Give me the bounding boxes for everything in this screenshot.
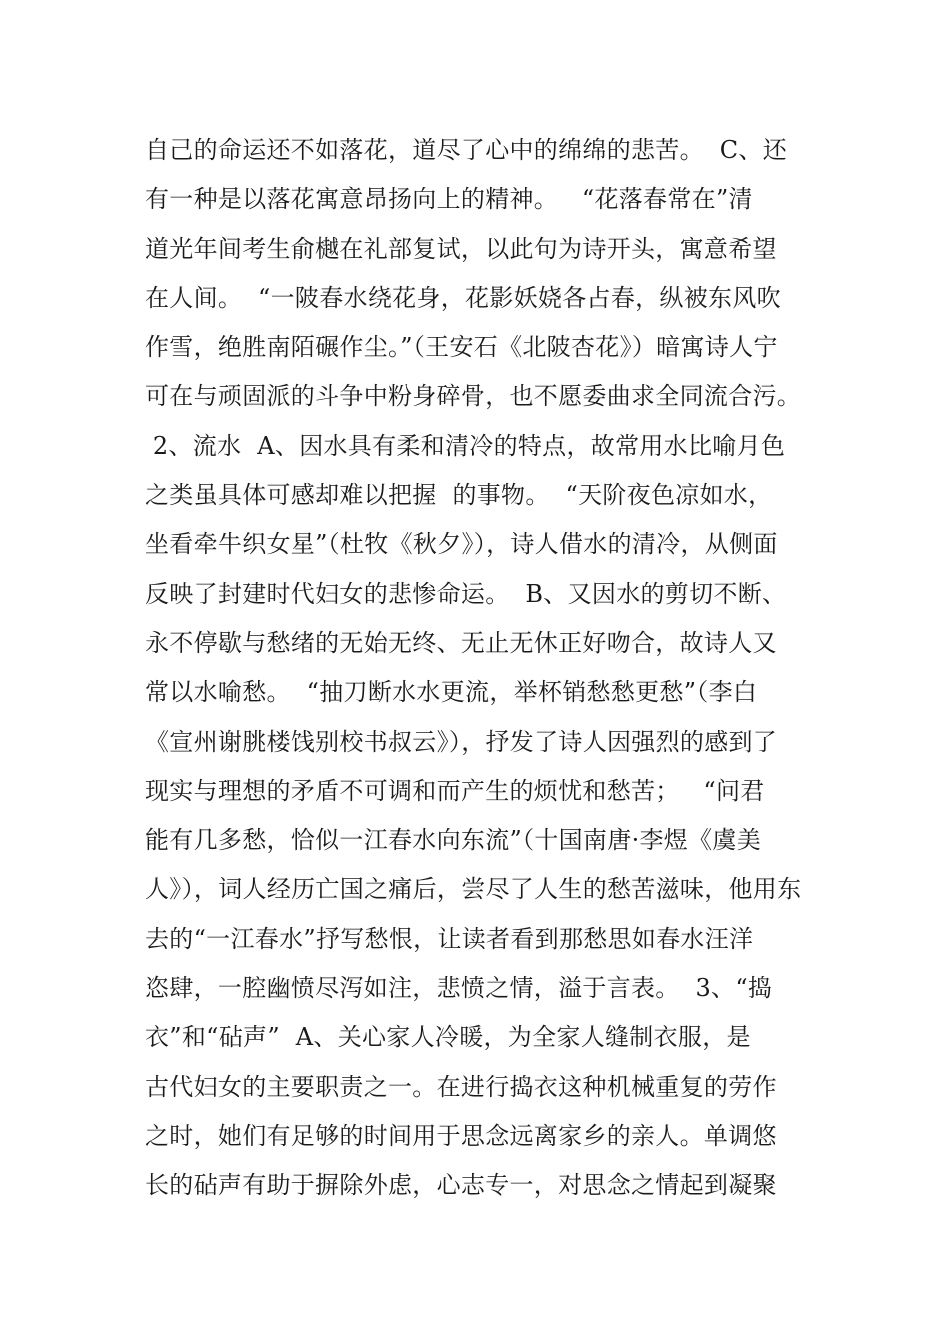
- text-line: 在人间。 “一陂春水绕花身，花影妖娆各占春，纵被东风吹: [145, 283, 781, 312]
- text-line: 反映了封建时代妇女的悲惨命运。 B、又因水的剪切不断、: [145, 579, 787, 608]
- text-line: 作雪，绝胜南陌碾作尘。”（王安石《北陂杏花》）暗寓诗人宁: [145, 333, 778, 362]
- text-line: 自己的命运还不如落花，道尽了心中的绵绵的悲苦。 C、还: [145, 136, 788, 164]
- text-line: 之类虽具体可感却难以把握 的事物。 “天阶夜色凉如水，: [145, 481, 773, 510]
- text-line: 常以水喻愁。 “抽刀断水水更流，举杯销愁愁更愁”（李白: [145, 678, 758, 707]
- text-line: 去的“一江春水”抒写愁恨，让读者看到那愁思如春水汪洋: [145, 924, 754, 953]
- text-line: 能有几多愁，恰似一江春水向东流”（十国南唐·李煜《虞美: [145, 826, 761, 855]
- text-line: 有一种是以落花寓意昂扬向上的精神。 “花落春常在”清: [145, 185, 753, 214]
- text-line: 道光年间考生俞樾在礼部复试，以此句为诗开头，寓意希望: [145, 234, 777, 263]
- text-line: 之时，她们有足够的时间用于思念远离家乡的亲人。单调悠: [145, 1121, 777, 1150]
- text-line: 恣肆，一腔幽愤尽泻如注，悲愤之情，溢于言表。 3、“捣: [145, 974, 773, 1003]
- text-line: 衣”和“砧声” A、关心家人冷暖，为全家人缝制衣服，是: [145, 1023, 751, 1052]
- text-line: 人》），词人经历亡国之痛后，尝尽了人生的愁苦滋味，他用东: [145, 875, 802, 904]
- text-line: 可在与顽固派的斗争中粉身碎骨，也不愿委曲求全同流合污。: [145, 382, 802, 411]
- text-line: 《宣州谢朓楼饯别校书叔云》），抒发了诗人因强烈的感到了: [145, 727, 778, 756]
- text-line: 现实与理想的矛盾不可调和而产生的烦忧和愁苦； “问君: [145, 776, 765, 805]
- text-line: 长的砧声有助于摒除外虑，心志专一，对思念之情起到凝聚: [145, 1171, 777, 1200]
- text-line: 古代妇女的主要职责之一。在进行捣衣这种机械重复的劳作: [145, 1072, 777, 1101]
- text-line: 2、流水 A、因水具有柔和清冷的特点，故常用水比喻月色: [145, 431, 786, 460]
- text-line: 永不停歇与愁绪的无始无终、无止无休正好吻合，故诗人又: [145, 628, 777, 657]
- text-line: 坐看牵牛织女星”（杜牧《秋夕》），诗人借水的清冷，从侧面: [145, 530, 778, 559]
- body-text: [145, 126, 835, 1211]
